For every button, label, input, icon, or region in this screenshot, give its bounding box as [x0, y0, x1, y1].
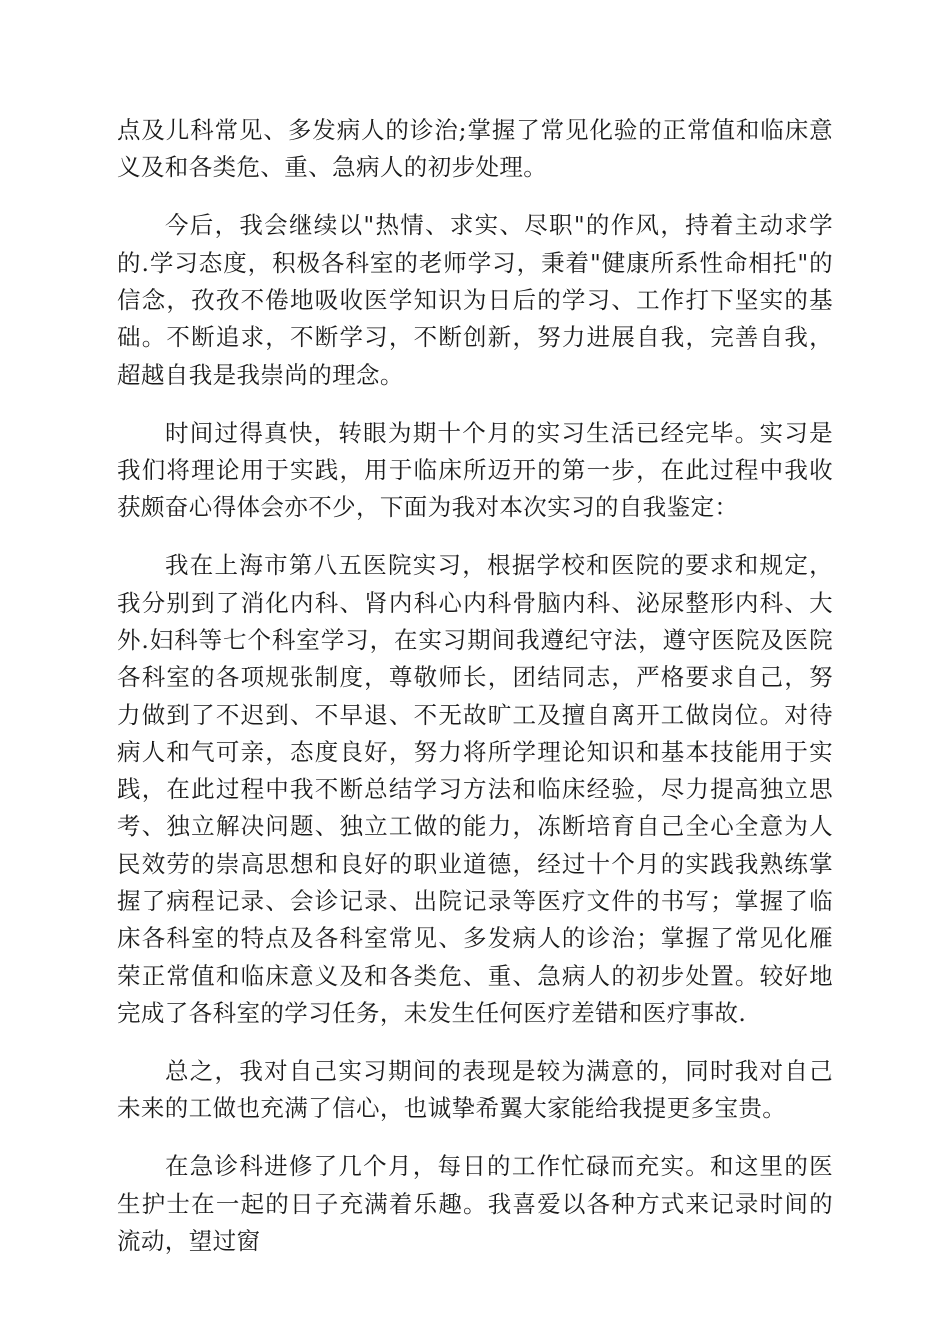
paragraph-2: 今后，我会继续以"热情、求实、尽职"的作风，持着主动求学的.学习态度，积极各科室的老师学习，秉着"健康所系性命相托"的信念，孜孜不倦地吸收医学知识为日后的学习、工作打下坚实的基础。不断追求，不断学习，不断创新，努力进展自我，完善自我，超越自我是我崇尚的理念。 [117, 211, 833, 389]
paragraph-3: 时间过得真快，转眼为期十个月的实习生活已经完毕。实习是我们将理论用于实践，用于临床所迈开的第一步，在此过程中我收获颇奋心得体会亦不少，下面为我对本次实习的自我鉴定： [117, 418, 833, 522]
paragraph-6: 在急诊科进修了几个月，每日的工作忙碌而充实。和这里的医生护士在一起的日子充满着乐趣。我喜爱以各种方式来记录时间的流动，望过窗 [117, 1152, 833, 1255]
document-body [117, 112, 833, 1281]
paragraph-4: 我在上海市第八五医院实习，根据学校和医院的要求和规定，我分别到了消化内科、肾内科心内科骨脑内科、泌尿整形内科、大外.妇科等七个科室学习，在实习期间我遵纪守法，遵守医院及医院各科室的各项规张制度，尊敬师长，团结同志，严格要求自己，努力做到了不迟到、不早退、不无故旷工及擅自离开工做岗位。对待病人和气可亲，态度良好，努力将所学理论知识和基本技能用于实践，在此过程中我不断总结学习方法和临床经验，尽力提高独立思考、独立解决问题、独立工做的能力，冻断培育自己全心全意为人民效劳的崇高思想和良好的职业道德，经过十个月的实践我熟练掌握了病程记录、会诊记录、出院记录等医疗文件的书写；掌握了临床各科室的特点及各科室常见、多发病人的诊治；掌握了常见化雁荣正常值和临床意义及和各类危、重、急病人的初步处置。较好地完成了各科室的学习任务，未发生任何医疗差错和医疗事故. [117, 551, 833, 1027]
paragraph-5: 总之，我对自己实习期间的表现是较为满意的，同时我对自己未来的工做也充满了信心，也诚挚希翼大家能给我提更多宝贵。 [117, 1057, 833, 1123]
paragraph-1: 点及儿科常见、多发病人的诊治;掌握了常见化验的正常值和临床意义及和各类危、重、急病人的初步处理。 [117, 116, 833, 182]
